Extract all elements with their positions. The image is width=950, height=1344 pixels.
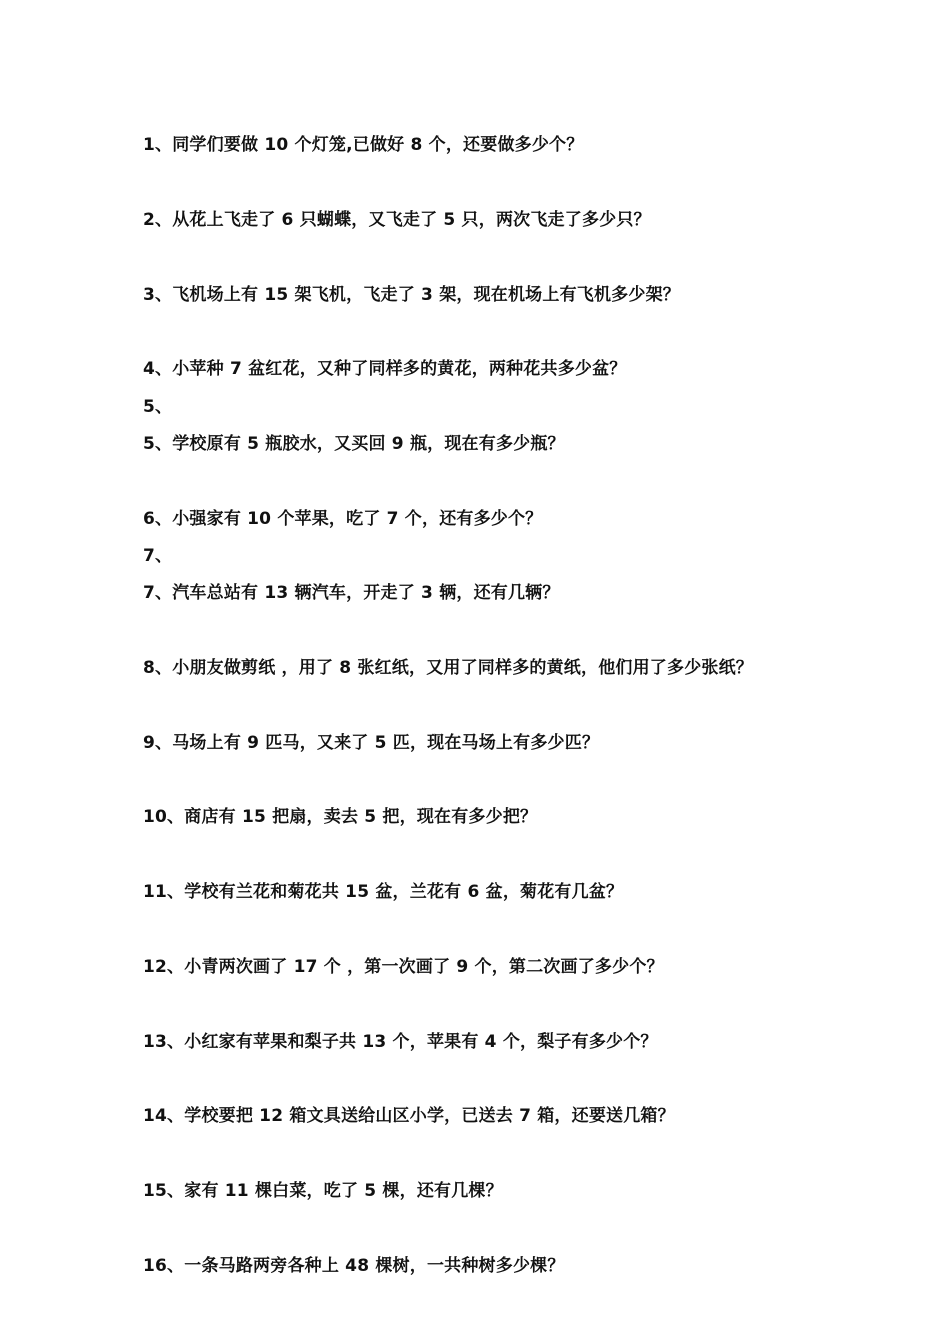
problem-6: 6、小强家有 10 个苹果，吃了 7 个，还有多少个？ <box>143 509 543 529</box>
problem-2: 2、从花上飞走了 6 只蝴蝶，又飞走了 5 只，两次飞走了多少只？ <box>143 210 651 230</box>
problem-14: 14、学校要把 12 箱文具送给山区小学，已送去 7 箱，还要送几箱？ <box>143 1106 675 1126</box>
problem-12: 12、小青两次画了 17 个 ，第一次画了 9 个，第二次画了多少个？ <box>143 957 664 977</box>
problem-7: 7、汽车总站有 13 辆汽车，开走了 3 辆，还有几辆？ <box>143 583 560 603</box>
problem-8: 8、小朋友做剪纸 ，用了 8 张红纸，又用了同样多的黄纸，他们用了多少张纸？ <box>143 658 754 678</box>
problem-5: 5、学校原有 5 瓶胶水，又买回 9 瓶，现在有多少瓶？ <box>143 434 565 454</box>
problem-16: 16、一条马路两旁各种上 48 棵树，一共种树多少棵？ <box>143 1256 565 1276</box>
problem-15: 15、家有 11 棵白菜，吃了 5 棵，还有几棵？ <box>143 1181 503 1201</box>
problem-13: 13、小红家有苹果和梨子共 13 个，苹果有 4 个，梨子有多少个？ <box>143 1032 658 1052</box>
problem-9: 9、马场上有 9 匹马，又来了 5 匹，现在马场上有多少匹？ <box>143 733 600 753</box>
problem-11: 11、学校有兰花和菊花共 15 盆，兰花有 6 盆，菊花有几盆？ <box>143 882 624 902</box>
problem-10: 10、商店有 15 把扇，卖去 5 把，现在有多少把？ <box>143 807 538 827</box>
problem-5-stub: 5、 <box>143 397 173 417</box>
problem-1: 1、同学们要做 10 个灯笼,已做好 8 个，还要做多少个？ <box>143 135 584 155</box>
problem-7-stub: 7、 <box>143 546 173 566</box>
problem-3: 3、飞机场上有 15 架飞机，飞走了 3 架，现在机场上有飞机多少架？ <box>143 285 680 305</box>
problem-4: 4、小苹种 7 盆红花，又种了同样多的黄花，两种花共多少盆？ <box>143 359 627 379</box>
